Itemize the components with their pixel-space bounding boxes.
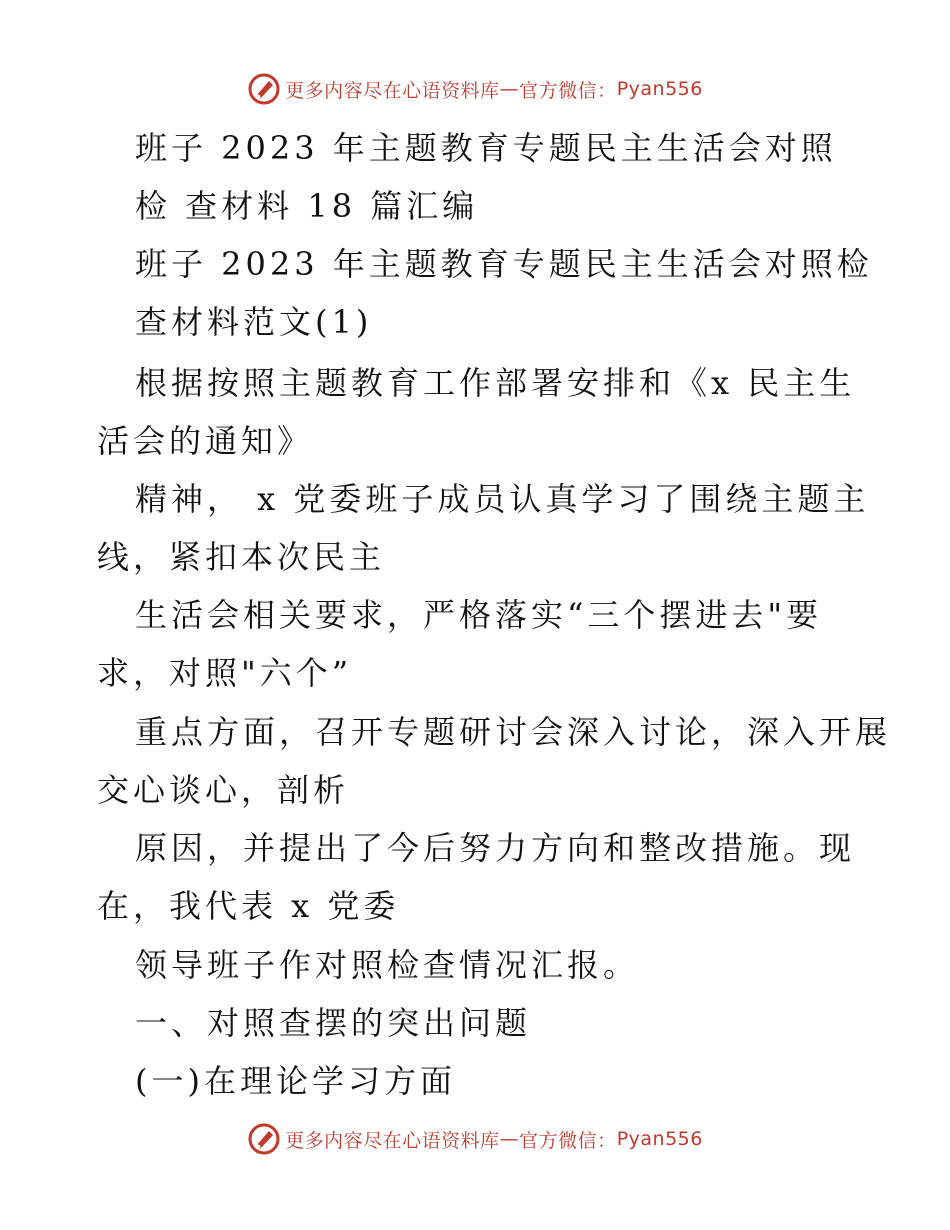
body-line: 领导班子作对照检查情况汇报。 [135, 946, 640, 984]
body-line: 原因，并提出了今后努力方向和整改措施。现 [135, 829, 856, 867]
watermark-dash: — [499, 78, 520, 100]
watermark-text: 更多内容尽在心语资料库 [285, 79, 500, 102]
doc-subtitle-line-1: 班子 2023 年主题教育专题民主生活会对照检 [135, 245, 873, 283]
body-line: 生活会相关要求，严格落实“三个摆进去"要 [135, 596, 823, 634]
body-line: 根据按照主题教育工作部署安排和《x 民主生 [135, 364, 856, 402]
subsection-heading: (一)在理论学习方面 [135, 1062, 456, 1100]
doc-subtitle-line-2: 查材料范文(1) [135, 303, 373, 341]
section-heading: 一、对照查摆的突出问题 [135, 1004, 532, 1042]
watermark-suffix: 官方微信： [519, 1129, 617, 1152]
doc-title-line-2: 检 查材料 18 篇汇编 [135, 187, 479, 225]
footer-watermark [0, 1122, 950, 1156]
header-watermark [0, 72, 950, 106]
doc-title-line-1: 班子 2023 年主题教育专题民主生活会对照 [135, 129, 837, 167]
body-line: 求，对照"六个” [97, 654, 353, 692]
watermark-text: 更多内容尽在心语资料库 [285, 1129, 500, 1152]
body-line: 在，我代表 x 党委 [97, 887, 400, 925]
watermark-dash: — [499, 1128, 520, 1150]
body-line: 重点方面，召开专题研讨会深入讨论，深入开展 [135, 713, 892, 751]
watermark-suffix: 官方微信： [519, 79, 617, 102]
body-line: 精神， x 党委班子成员认真学习了围绕主题主 [135, 480, 870, 518]
brand-logo-icon [247, 1122, 281, 1156]
watermark-id: Pyan556 [616, 1128, 703, 1150]
body-line: 线，紧扣本次民主 [97, 538, 386, 576]
body-line: 交心谈心，剖析 [97, 771, 350, 809]
body-line: 活会的通知》 [97, 422, 314, 460]
watermark-id: Pyan556 [616, 78, 703, 100]
brand-logo-icon [247, 72, 281, 106]
